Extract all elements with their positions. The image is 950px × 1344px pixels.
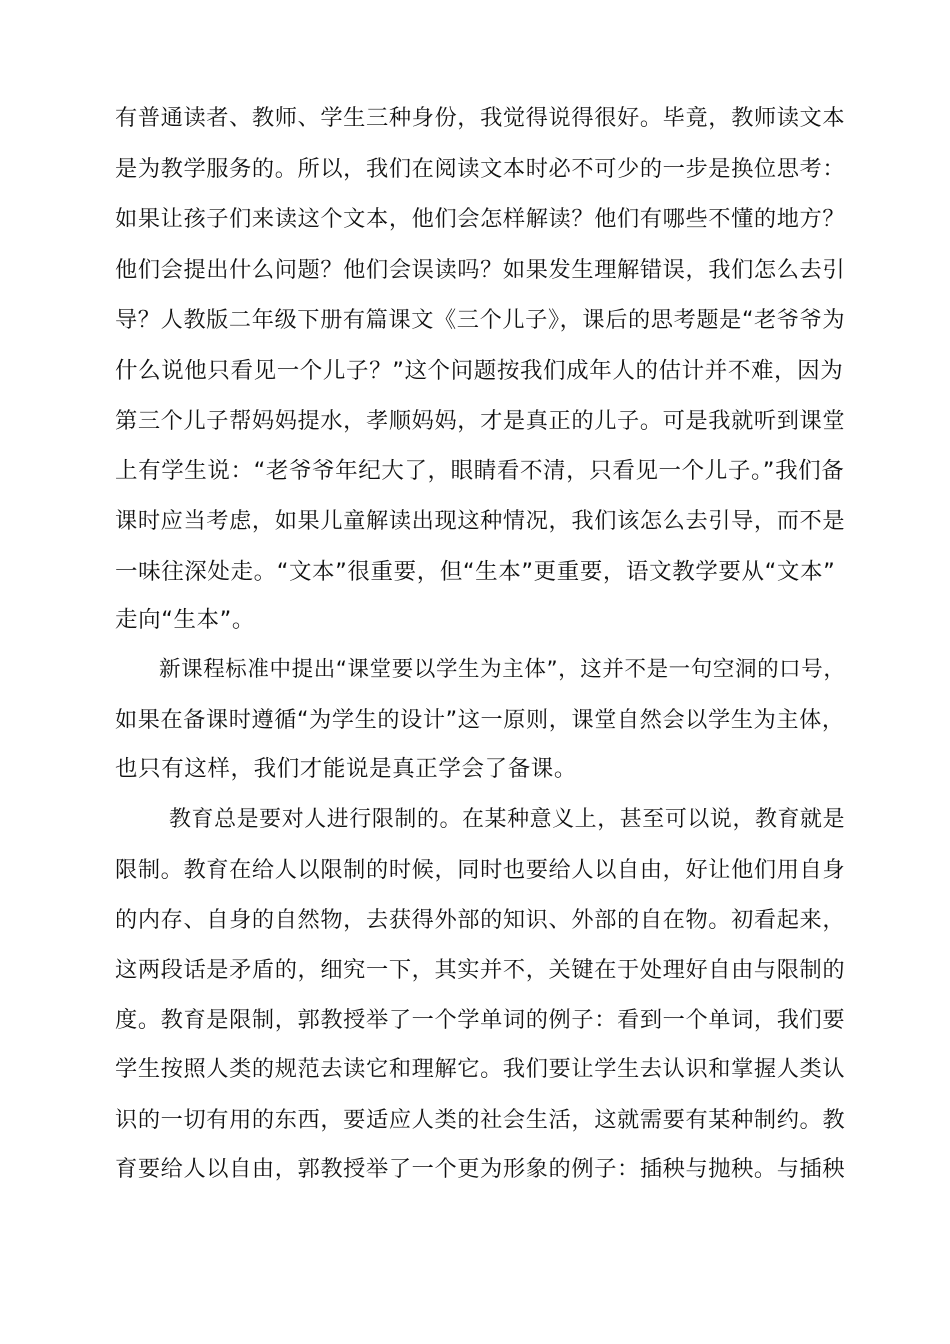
- text-line: 导？人教版二年级下册有篇课文《三个儿子》，课后的思考题是“老爷爷为: [115, 307, 846, 333]
- text-line: 什么说他只看见一个儿子？”这个问题按我们成年人的估计并不难，因为: [115, 358, 844, 384]
- text-line: 也只有这样，我们才能说是真正学会了备课。: [115, 756, 578, 782]
- text-line: 这两段话是矛盾的，细究一下，其实并不，关键在于处理好自由与限制的: [115, 957, 846, 983]
- text-line: 育要给人以自由，郭教授举了一个更为形象的例子：插秧与抛秧。与插秧: [115, 1156, 846, 1182]
- text-line: 课时应当考虑，如果儿童解读出现这种情况，我们该怎么去引导，而不是: [115, 508, 846, 534]
- text-line: 度。教育是限制，郭教授举了一个学单词的例子：看到一个单词，我们要: [115, 1007, 846, 1033]
- text-line: 如果在备课时遵循“为学生的设计”这一原则，课堂自然会以学生为主体，: [115, 707, 845, 733]
- text-line: 上有学生说：“老爷爷年纪大了，眼睛看不清，只看见一个儿子。”我们备: [115, 458, 845, 484]
- text-line: 限制。教育在给人以限制的时候，同时也要给人以自由，好让他们用自身: [115, 857, 846, 883]
- text-line: 有普通读者、教师、学生三种身份，我觉得说得很好。毕竟，教师读文本: [115, 105, 846, 131]
- text-line: 识的一切有用的东西，要适应人类的社会生活，这就需要有某种制约。教: [115, 1107, 846, 1133]
- text-line: 第三个儿子帮妈妈提水，孝顺妈妈，才是真正的儿子。可是我就听到课堂: [115, 408, 846, 434]
- text-line: 是为教学服务的。所以，我们在阅读文本时必不可少的一步是换位思考：: [115, 156, 846, 182]
- text-line: 一味往深处走。“文本”很重要，但“生本”更重要，语文教学要从“文本”: [115, 559, 836, 585]
- text-line: 新课程标准中提出“课堂要以学生为主体”，这并不是一句空洞的口号，: [159, 657, 846, 682]
- text-line: 教育总是要对人进行限制的。在某种意义上，甚至可以说，教育就是: [169, 807, 846, 832]
- text-line: 走向“生本”。: [115, 607, 256, 633]
- text-line: 学生按照人类的规范去读它和理解它。我们要让学生去认识和掌握人类认: [115, 1056, 846, 1082]
- text-line: 他们会提出什么问题？他们会误读吗？如果发生理解错误，我们怎么去引: [115, 257, 846, 283]
- text-line: 的内存、自身的自然物，去获得外部的知识、外部的自在物。初看起来，: [115, 907, 846, 933]
- text-line: 如果让孩子们来读这个文本，他们会怎样解读？他们有哪些不懂的地方？: [115, 206, 846, 232]
